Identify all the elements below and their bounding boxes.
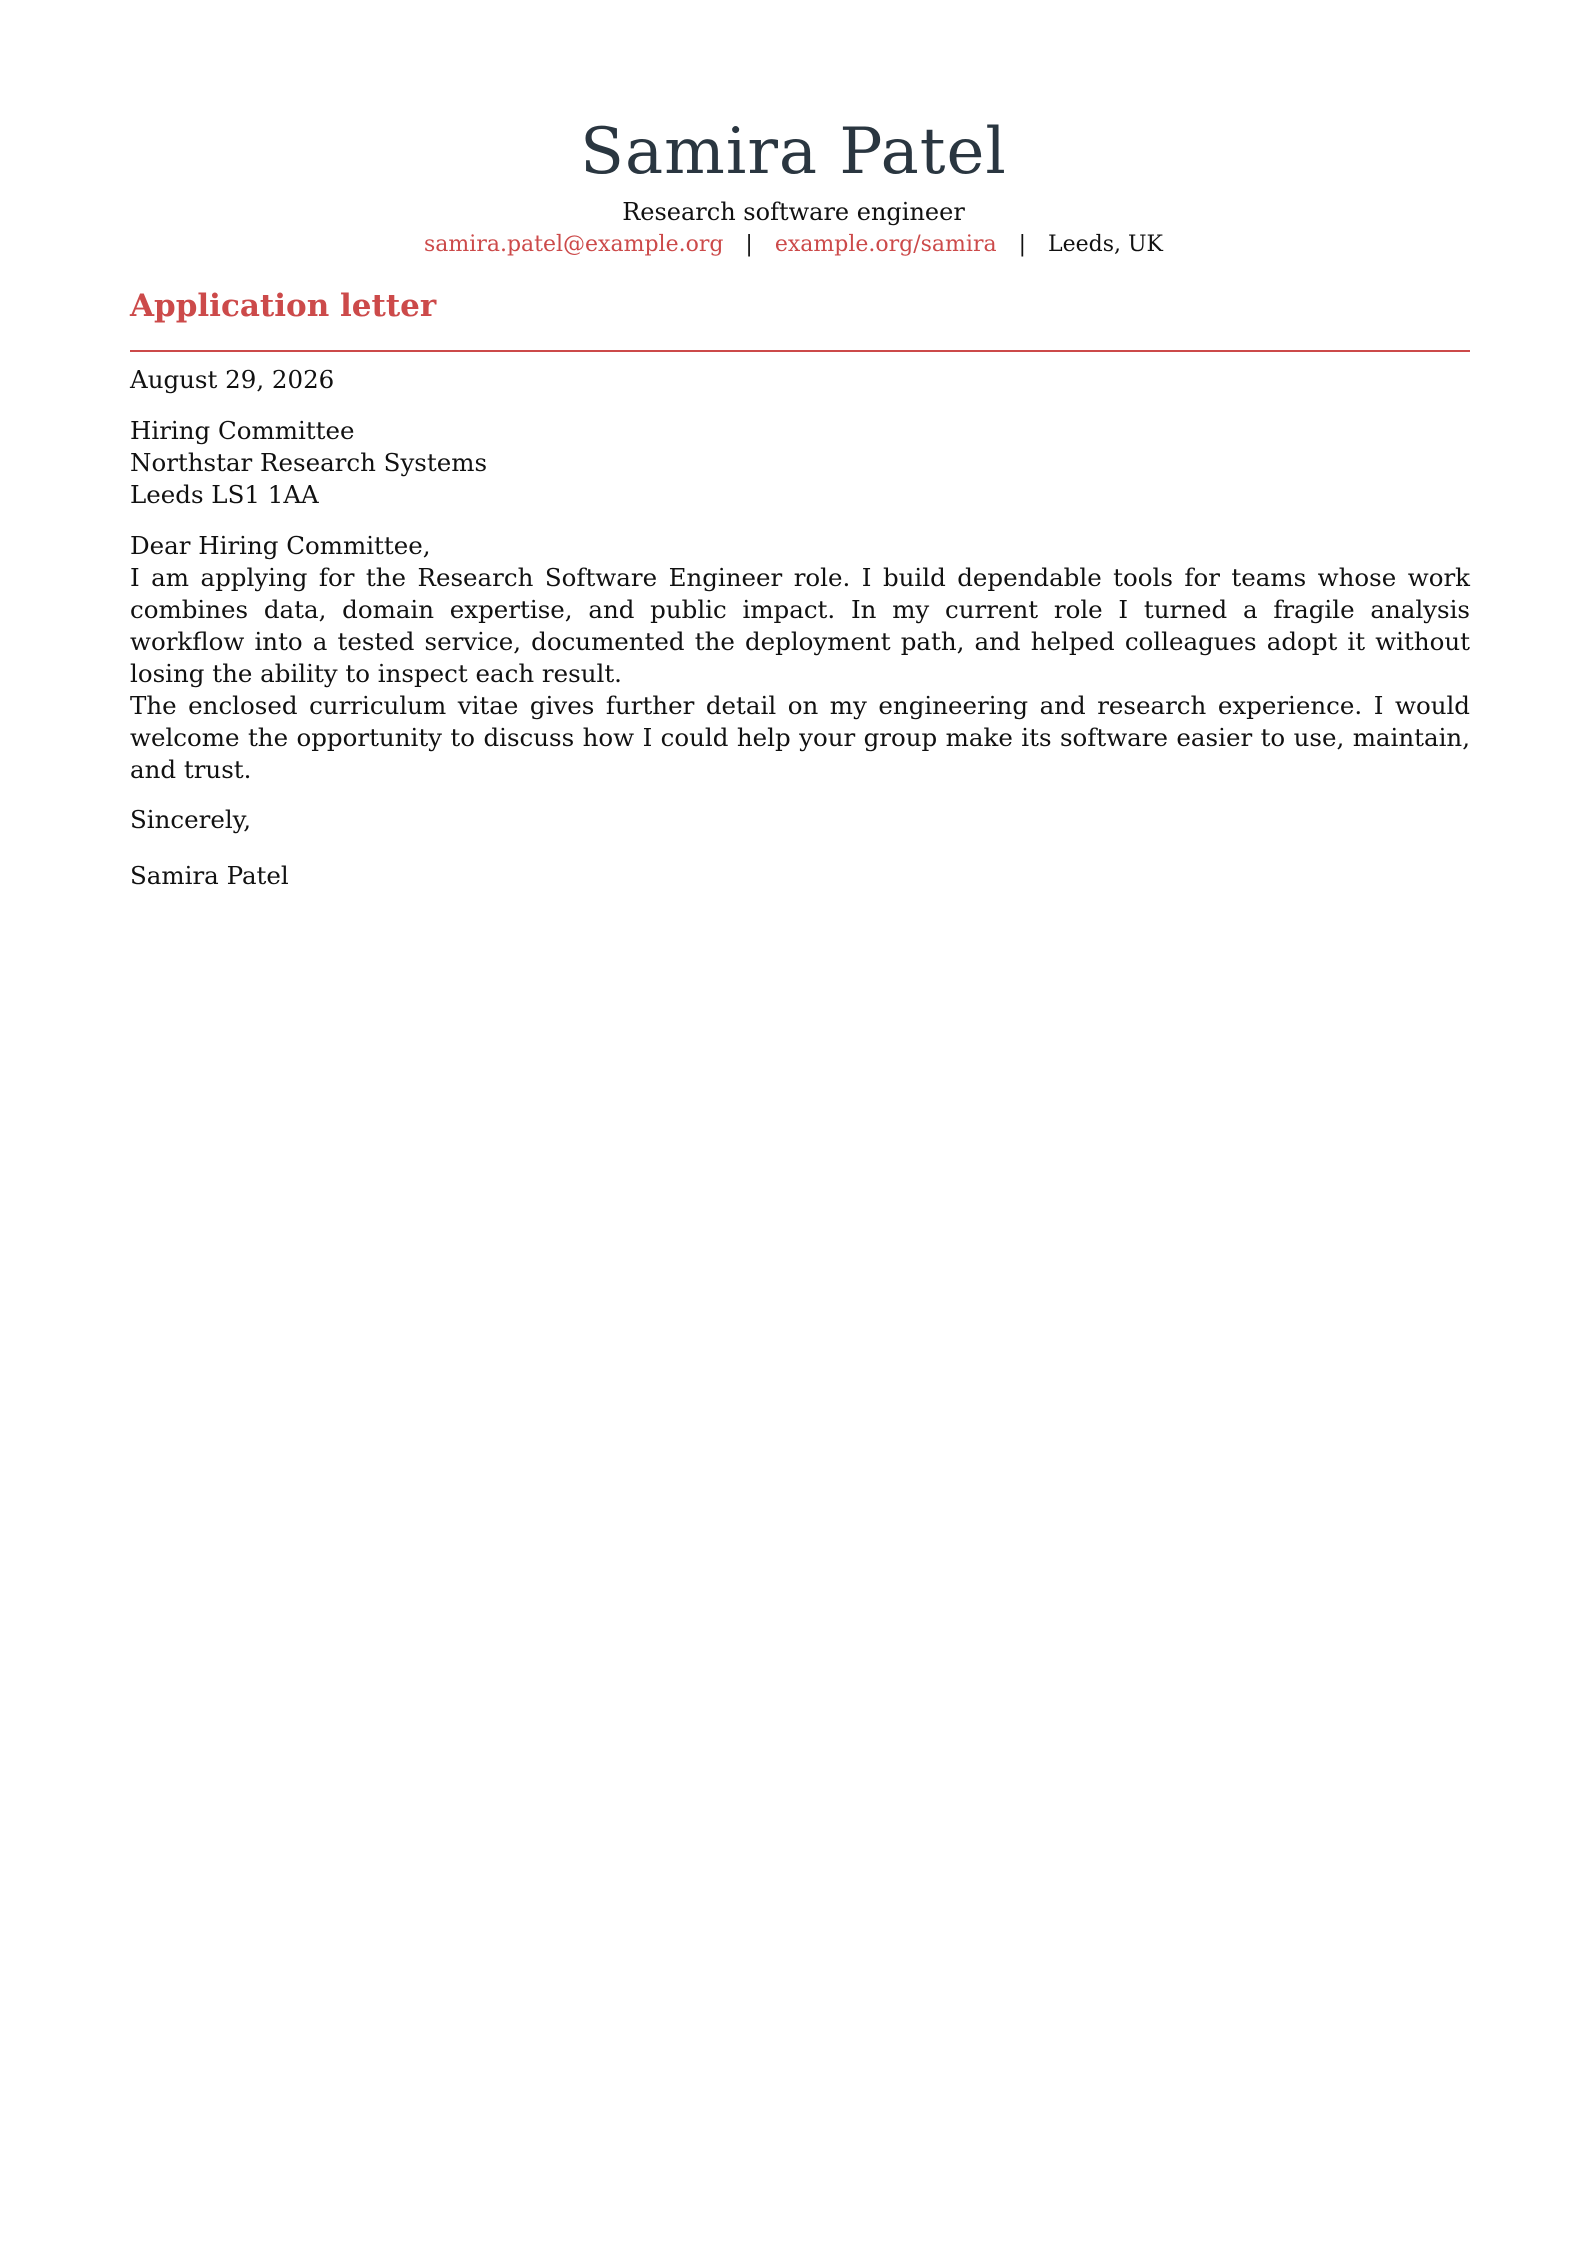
- recipient-address: [130, 415, 1470, 511]
- section-header: [130, 286, 1470, 326]
- letter-body: [130, 364, 1470, 892]
- letter-date: August 29, 2026: [130, 365, 335, 394]
- body-paragraph: I am applying for the Research Software Engineer role. I build dependable tools for teams whose work combines data, domain expertise, and public impact. In my current role I turned a fragile analysis workflow into a tested service, documented the deployment path, and helped colleagues adopt it without losing the ability to inspect each result.: [130, 563, 1470, 688]
- recipient-line: Leeds LS1 1AA: [130, 480, 319, 509]
- recipient-line: Hiring Committee: [130, 416, 355, 445]
- section-divider: [130, 350, 1470, 352]
- contact-line: [0, 230, 1587, 260]
- recipient-line: Northstar Research Systems: [130, 448, 488, 477]
- website-link[interactable]: example.org/samira: [774, 232, 997, 257]
- email-link[interactable]: samira.patel@example.org: [424, 232, 724, 257]
- contact-separator: |: [745, 232, 753, 257]
- applicant-tagline: Research software engineer: [622, 198, 965, 226]
- closing: Sincerely,: [130, 805, 252, 834]
- signature: Samira Patel: [130, 861, 289, 890]
- body-paragraph: The enclosed curriculum vitae gives further detail on my engineering and research experience. I would welcome the opportunity to discuss how I could help your group make its software easier to use, maintain, and trust.: [130, 691, 1470, 784]
- location-text: Leeds, UK: [1048, 232, 1163, 257]
- letterhead: [0, 112, 1587, 260]
- salutation: Dear Hiring Committee,: [130, 531, 431, 560]
- applicant-name: Samira Patel: [580, 115, 1007, 189]
- section-title: Application letter: [130, 288, 437, 324]
- contact-separator: |: [1018, 232, 1026, 257]
